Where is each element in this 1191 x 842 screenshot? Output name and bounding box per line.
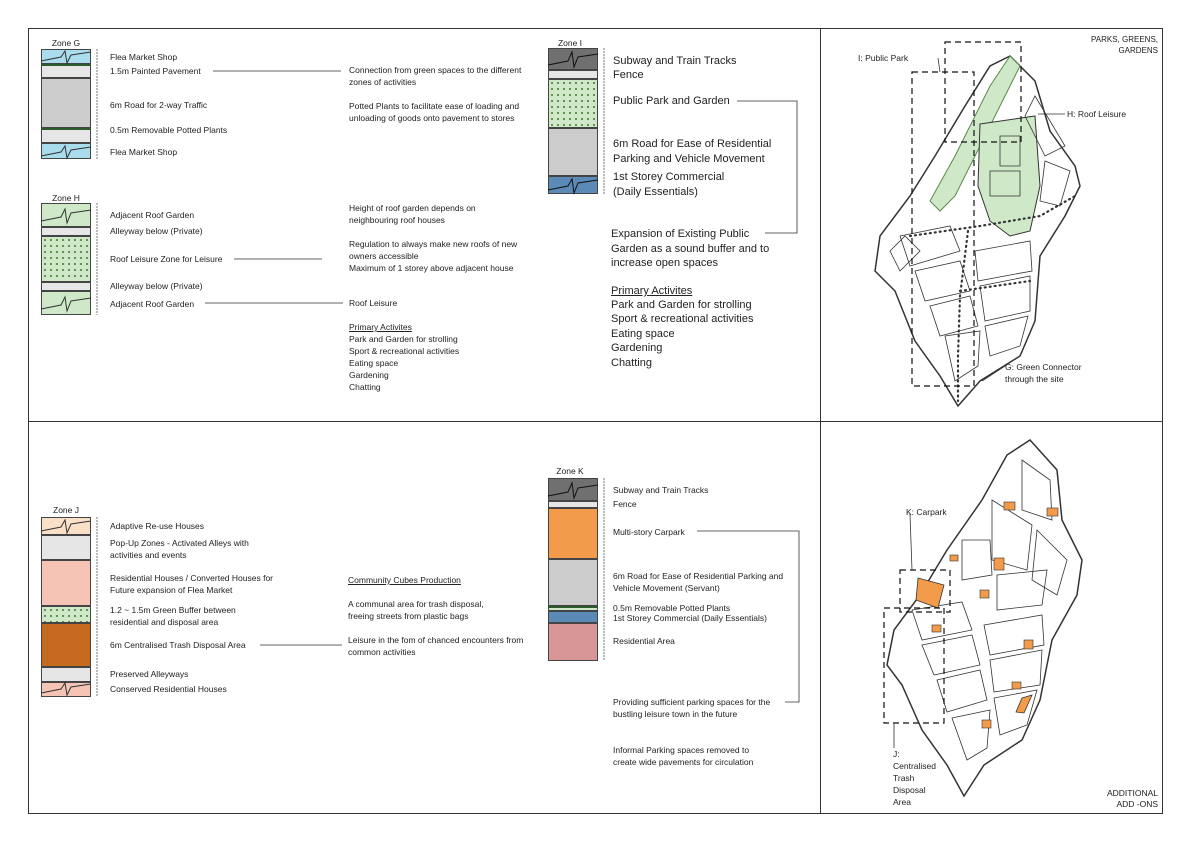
zone-h-activities-title: Primary Activites xyxy=(349,322,412,332)
zone-g-label-2: 1.5m Painted Pavement xyxy=(110,66,201,76)
zone-i-label-2: Fence xyxy=(613,69,644,81)
zone-h-label-1: Adjacent Roof Garden xyxy=(110,210,195,220)
zone-g-section xyxy=(41,49,91,160)
zone-g-label-3: 6m Road for 2-way Traffic xyxy=(110,100,208,110)
zone-j-label-1: Adaptive Re-use Houses xyxy=(110,521,205,531)
zone-i-note: Expansion of Existing Public Garden as a sound buffer and to increase open spaces xyxy=(611,228,770,269)
carpark-leader xyxy=(910,514,912,570)
map-top-label-public-park: I: Public Park xyxy=(858,53,909,63)
zone-h-note-2: Regulation to always make new roofs of new owners accessible xyxy=(349,239,518,261)
parks-title-line-2: GARDENS xyxy=(1118,46,1158,55)
zone-j-note-2: Leisure in the fom of chanced encounters from common activities xyxy=(348,635,524,657)
zone-h-label-5: Adjacent Roof Garden xyxy=(110,299,195,309)
zone-h-note-3: Maximum of 1 storey above adjacent house xyxy=(349,263,514,273)
zone-k-dimension-line xyxy=(602,478,606,661)
zone-k-label-4: 6m Road for Ease of Residential Parking and Vehicle Movement (Servant) xyxy=(613,571,784,593)
zone-g-label-1: Flea Market Shop xyxy=(110,52,178,62)
zone-j-section xyxy=(41,517,91,697)
zone-h-activity-1: Park and Garden for strolling xyxy=(349,334,458,344)
zone-k-commercial-block xyxy=(548,611,598,623)
parks-site-map xyxy=(860,36,1110,416)
zone-h-activity-5: Chatting xyxy=(349,382,381,392)
zone-h-dimension-line xyxy=(95,203,99,315)
zone-j-dimension-line xyxy=(95,517,99,697)
public-park-leader xyxy=(938,58,940,72)
zone-h-title: Zone H xyxy=(52,193,80,203)
zone-k-carpark-block xyxy=(548,508,598,559)
addons-title-line-2: ADD -ONS xyxy=(1116,799,1158,809)
zone-k-label-6: 1st Storey Commercial (Daily Essentials) xyxy=(613,613,767,623)
zone-j-label-5: 6m Centralised Trash Disposal Area xyxy=(110,640,246,650)
zone-h-note-4: Roof Leisure xyxy=(349,298,398,308)
zone-k-label-5: 0.5m Removable Potted Plants xyxy=(613,603,731,613)
zone-k-label-1: Subway and Train Tracks xyxy=(613,485,709,495)
zone-i-label-3: Public Park and Garden xyxy=(613,95,730,107)
map-top-label-green-connector: G: Green Connector through the site xyxy=(1005,362,1082,384)
parks-title-line-1: PARKS, GREENS, xyxy=(1091,35,1158,44)
zone-i-activities-title: Primary Activites xyxy=(611,285,693,297)
zone-j-leader-line xyxy=(260,643,344,647)
zone-j-title: Zone J xyxy=(53,505,79,515)
zone-h-label-4: Alleyway below (Private) xyxy=(110,281,203,291)
zone-i-title: Zone I xyxy=(557,38,583,48)
site-outline-top xyxy=(875,56,1080,406)
zone-j-break-marks xyxy=(41,517,91,697)
zone-i-dimension-line xyxy=(602,48,606,194)
zone-g-note-2: Potted Plants to facilitate ease of loading and unloading of goods onto pavement to stores xyxy=(349,101,520,123)
zone-h-note-1: Height of roof garden depends on neighbouring roof houses xyxy=(349,203,476,225)
zone-i-label-5: 1st Storey Commercial (Daily Essentials) xyxy=(613,171,725,198)
zone-i-activity-1: Park and Garden for strolling xyxy=(611,299,752,311)
map-bottom-label-trash: J: Centralised Trash Disposal Area xyxy=(893,749,936,807)
zone-h-label-3: Roof Leisure Zone for Leisure xyxy=(110,254,223,264)
zone-k-section xyxy=(548,478,598,661)
zone-h-break-marks xyxy=(41,203,91,315)
zone-h-section xyxy=(41,203,91,315)
zone-k-label-3: Multi-story Carpark xyxy=(613,527,685,537)
zone-h-activity-2: Sport & recreational activities xyxy=(349,346,460,356)
zone-j-label-2: Pop-Up Zones - Activated Alleys with activities and events xyxy=(110,538,249,560)
site-outline-bottom xyxy=(887,440,1082,796)
zone-k-note-1: Providing sufficient parking spaces for the bustling leisure town in the future xyxy=(613,697,771,719)
zone-j-label-7: Conserved Residential Houses xyxy=(110,684,227,694)
zone-h-activity-4: Gardening xyxy=(349,370,389,380)
map-top-label-roof-leisure: H: Roof Leisure xyxy=(1067,109,1127,119)
zone-k-road-block xyxy=(548,559,598,606)
zone-i-activity-2: Sport & recreational activities xyxy=(611,313,754,325)
zone-g-label-4: 0.5m Removable Potted Plants xyxy=(110,125,228,135)
zone-i-label-1: Subway and Train Tracks xyxy=(613,55,737,67)
zone-h-activity-3: Eating space xyxy=(349,358,399,368)
zone-h-leader-line-2 xyxy=(205,301,345,305)
addons-title-line-1: ADDITIONAL xyxy=(1106,788,1158,798)
zone-g-label-5: Flea Market Shop xyxy=(110,147,178,157)
zone-i-section xyxy=(548,48,598,194)
zone-i-activity-5: Chatting xyxy=(611,357,652,369)
zone-k-residential-block xyxy=(548,623,598,661)
zone-k-label-7: Residential Area xyxy=(613,636,675,646)
zone-k-title: Zone K xyxy=(556,466,584,476)
zone-k-label-2: Fence xyxy=(613,499,637,509)
zone-h-label-2: Alleyway below (Private) xyxy=(110,226,203,236)
zone-g-break-marks xyxy=(41,49,91,160)
zone-j-title-community: Community Cubes Production xyxy=(348,575,461,585)
zone-g-leader-line xyxy=(213,69,343,73)
zone-i-label-4: 6m Road for Ease of Residential Parking and Vehicle Movement xyxy=(613,138,772,165)
zone-i-activity-3: Eating space xyxy=(611,328,675,340)
zone-j-label-6: Preserved Alleyways xyxy=(110,669,189,679)
zone-j-note-1: A communal area for trash disposal, freeing streets from plastic bags xyxy=(348,599,484,621)
map-bottom-label-carpark: K: Carpark xyxy=(906,507,947,517)
zone-k-bracket-line xyxy=(697,529,801,705)
zone-j-label-3: Residential Houses / Converted Houses for Future expansion of Flea Market xyxy=(110,573,273,595)
zone-i-bracket-line xyxy=(737,99,799,239)
zone-k-note-2: Informal Parking spaces removed to create wide pavements for circulation xyxy=(613,745,754,767)
zone-h-leader-line-1 xyxy=(234,257,324,261)
zone-g-dimension-line xyxy=(95,49,99,160)
zone-j-label-4: 1.2 ~ 1.5m Green Buffer between residential and disposal area xyxy=(110,605,236,627)
zone-g-title: Zone G xyxy=(51,38,81,48)
zone-g-note-1: Connection from green spaces to the different zones of activities xyxy=(349,65,522,87)
zone-i-break-marks xyxy=(548,48,598,194)
zone-k-break-marks xyxy=(548,478,598,508)
zone-i-activity-4: Gardening xyxy=(611,342,663,354)
